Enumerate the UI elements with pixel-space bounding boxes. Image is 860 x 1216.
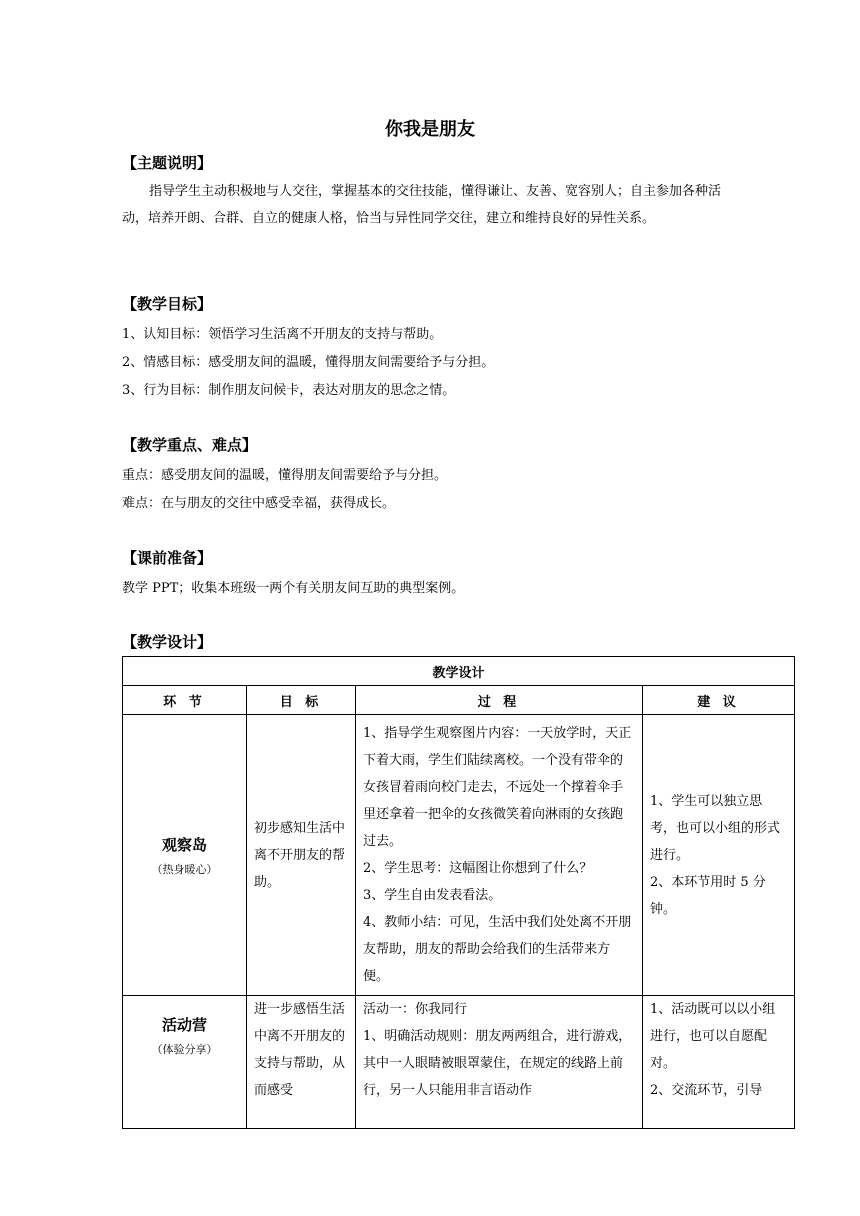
stage-cell [123, 996, 247, 1129]
advice-item: 2、交流环节，引导 [650, 1083, 763, 1098]
teaching-design-table [122, 656, 795, 1129]
process-cell [356, 996, 643, 1129]
goal-cell [247, 715, 356, 996]
theme-heading: 【主题说明】 [122, 154, 213, 172]
advice-cell [643, 996, 795, 1129]
stage-cell [123, 715, 247, 996]
advice-item: 1、活动既可以以小组进行，也可以自愿配对。 [650, 1002, 776, 1071]
key-points-heading: 【教学重点、难点】 [122, 436, 258, 454]
process-step: 3、学生自由发表看法。 [363, 888, 502, 903]
document-title: 你我是朋友 [385, 119, 475, 140]
stage-subtitle: （体验分享） [151, 1043, 218, 1056]
key-point-item: 重点：感受朋友间的温暖，懂得朋友间需要给予与分担。 [122, 468, 448, 483]
difficulty-item: 难点：在与朋友的交往中感受幸福，获得成长。 [122, 496, 396, 511]
goals-heading: 【教学目标】 [122, 295, 213, 313]
prep-text: 教学 PPT；收集本班级一两个有关朋友间互助的典型案例。 [122, 581, 465, 596]
design-heading: 【教学设计】 [122, 633, 213, 651]
goal-text: 进一步感悟生活中离不开朋友的支持与帮助，从而感受 [254, 1002, 346, 1098]
table-title: 教学设计 [123, 657, 795, 686]
process-cell [356, 715, 643, 996]
column-header-goal: 目 标 [247, 686, 356, 715]
process-step: 1、明确活动规则：朋友两两组合，进行游戏，其中一人眼睛被眼罩蒙住，在规定的线路上前行，另一人只能用非言语动作 [363, 1029, 632, 1098]
column-header-advice: 建 议 [643, 686, 795, 715]
advice-cell [643, 715, 795, 996]
column-header-stage: 环 节 [123, 686, 247, 715]
goal-item: 3、行为目标：制作朋友问候卡，表达对朋友的思念之情。 [122, 383, 456, 398]
advice-item: 2、本环节用时 5 分钟。 [650, 874, 766, 917]
column-header-process: 过 程 [356, 686, 643, 715]
prep-heading: 【课前准备】 [122, 549, 213, 567]
process-step: 活动一：你我同行 [363, 1002, 468, 1017]
process-step: 1、指导学生观察图片内容：一天放学时，天正下着大雨，学生们陆续离校。一个没有带伞的女孩冒着雨向校门走去，不远处一个撑着伞手里还拿着一把伞的女孩微笑着向淋雨的女孩跑过去。 [363, 726, 632, 849]
stage-name: 活动营 [161, 1016, 207, 1034]
table-row [123, 715, 795, 996]
process-step: 4、教师小结：可见，生活中我们处处离不开朋友帮助，朋友的帮助会给我们的生活带来方便。 [363, 915, 632, 984]
table-row [123, 996, 795, 1129]
goal-text: 初步感知生活中离不开朋友的帮助。 [254, 820, 346, 890]
stage-subtitle: （热身暖心） [151, 862, 218, 876]
theme-text: 指导学生主动积极地与人交往，掌握基本的交往技能，懂得谦让、友善、宽容别人；自主参加各种活动，培养开朗、合群、自立的健康人格，恰当与异性同学交往，建立和维持良好的异性关系。 [122, 184, 722, 226]
goal-item: 2、情感目标：感受朋友间的温暖，懂得朋友间需要给予与分担。 [122, 355, 495, 370]
advice-item: 1、学生可以独立思考，也可以小组的形式进行。 [650, 793, 781, 863]
goal-item: 1、认知目标：领悟学习生活离不开朋友的支持与帮助。 [122, 327, 443, 342]
process-step: 2、学生思考：这幅图让你想到了什么？ [363, 861, 593, 876]
stage-name: 观察岛 [161, 835, 207, 854]
goal-cell [247, 996, 356, 1129]
